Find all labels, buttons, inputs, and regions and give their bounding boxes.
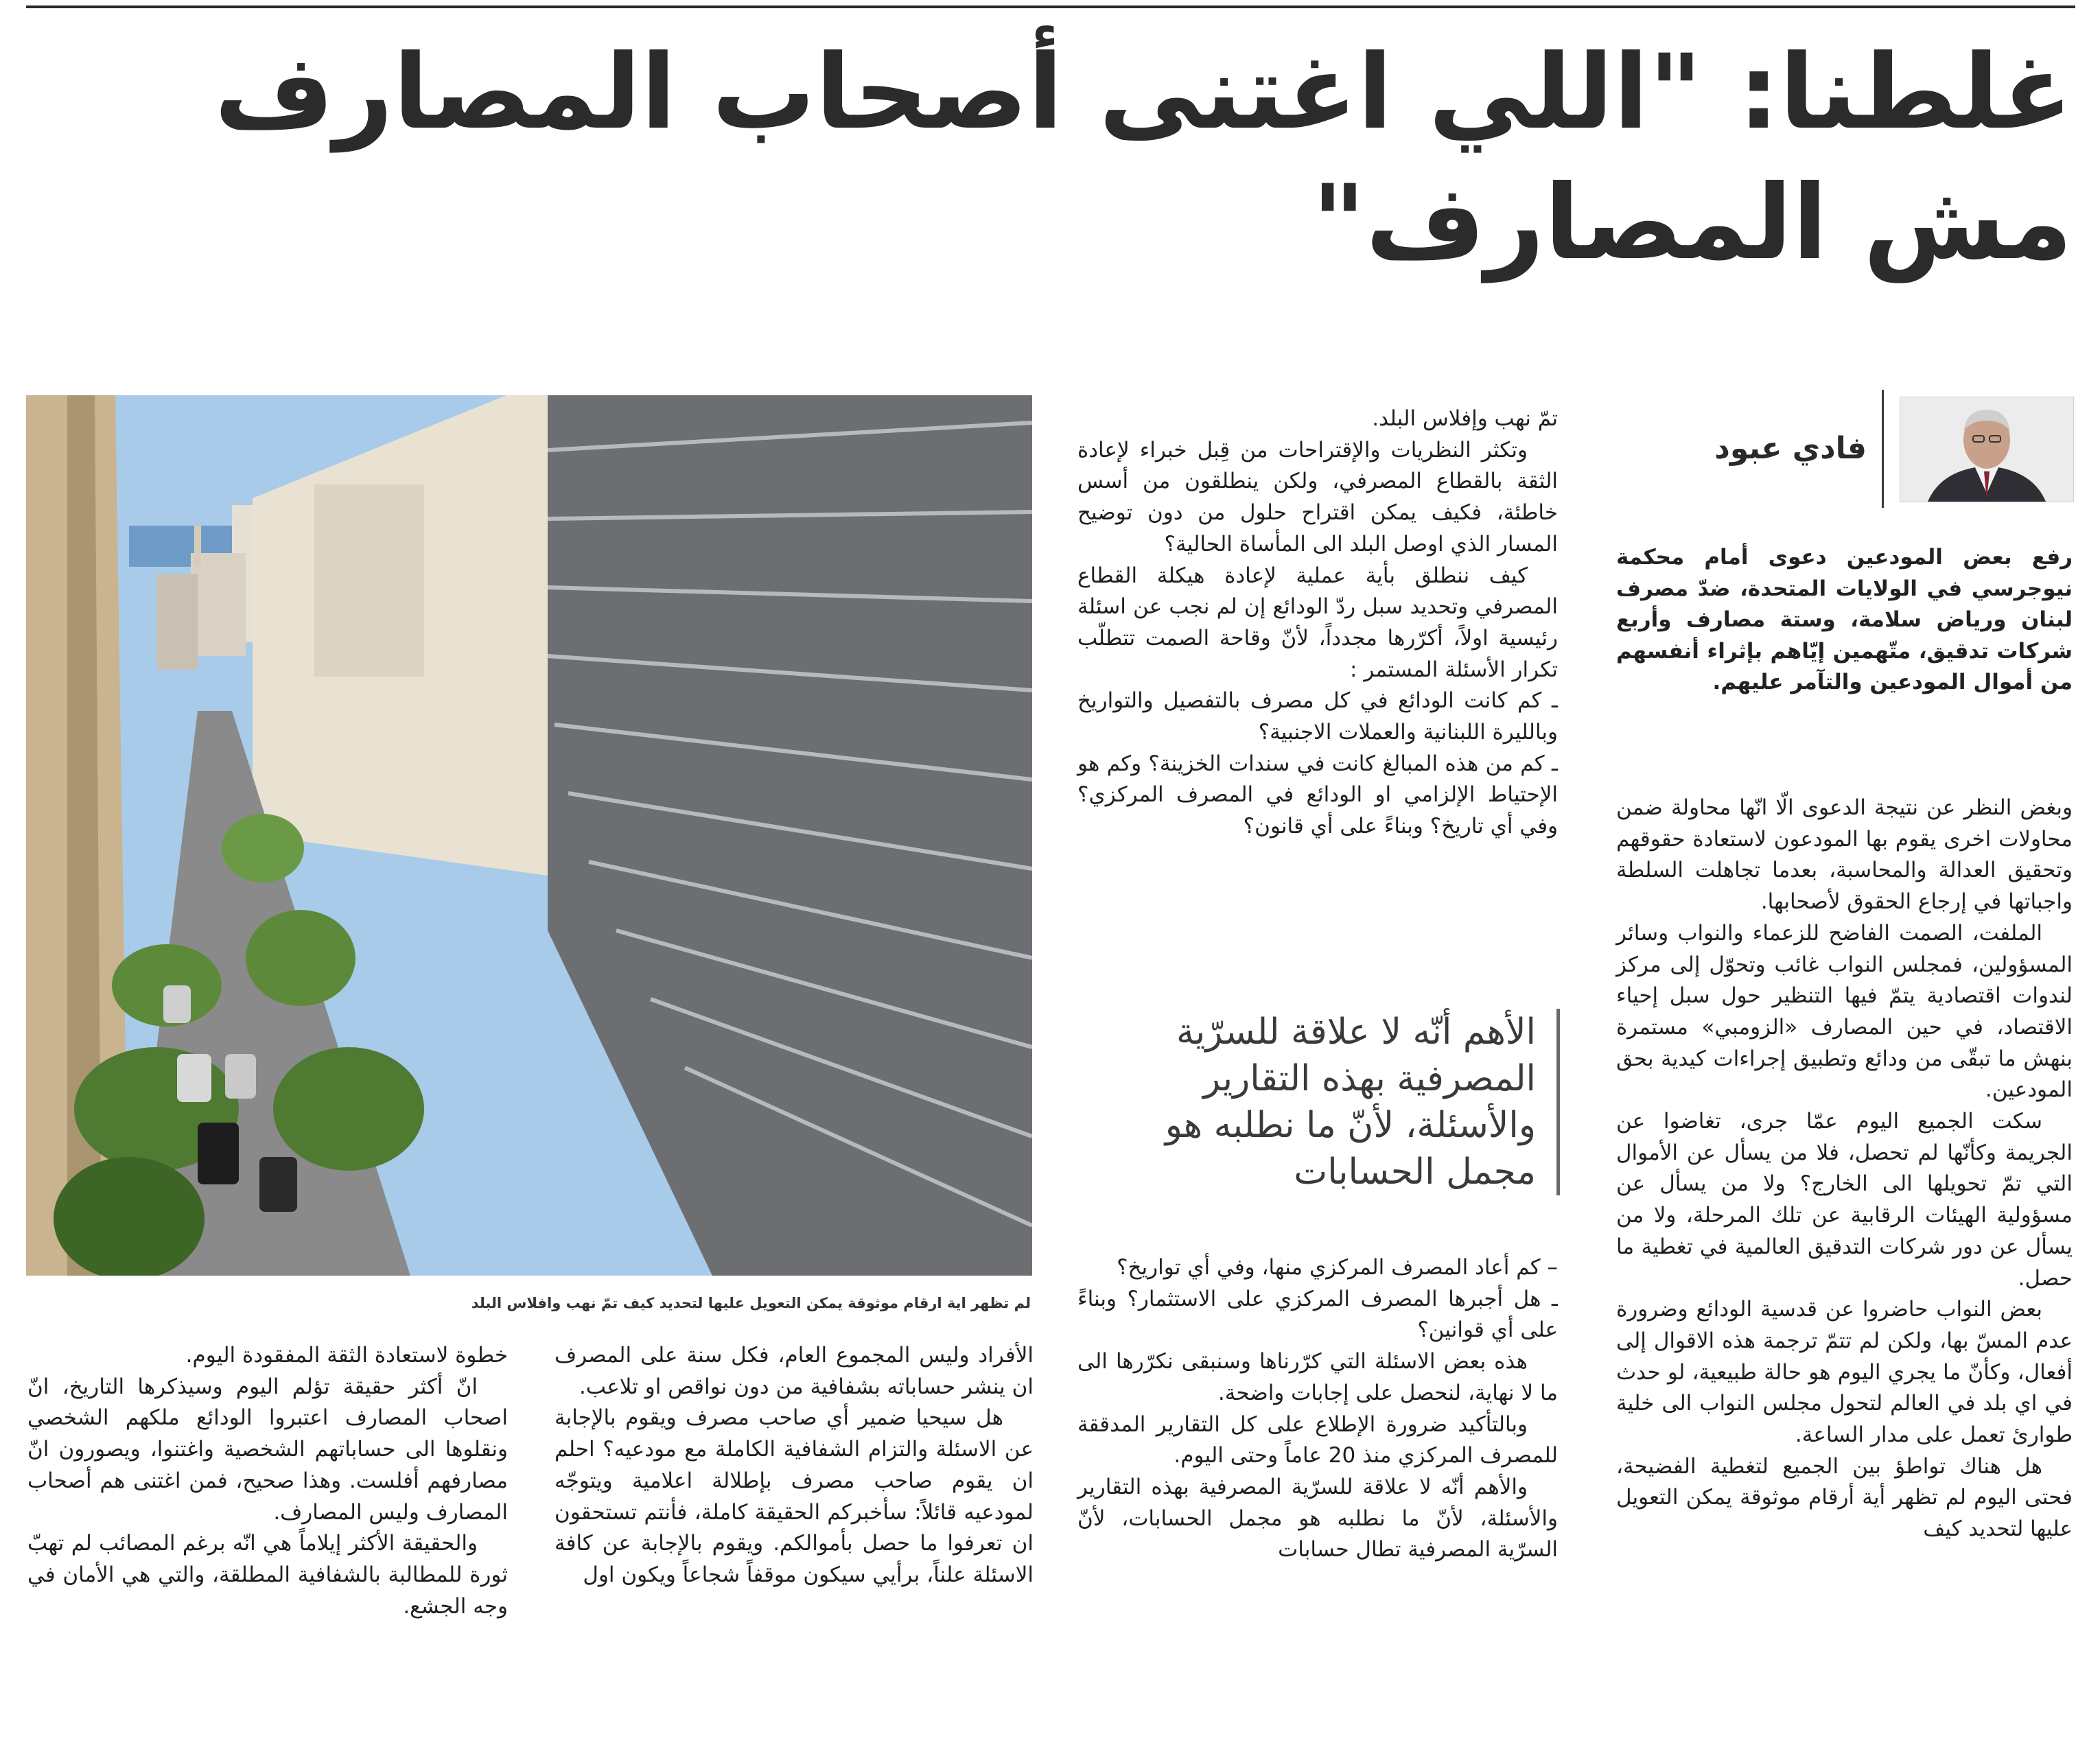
headline-line-2: مش المصارف"	[1311, 163, 2073, 283]
intro-paragraph: رفع بعض المودعين دعوى أمام محكمة نيوجرسي في الولايات المتحدة، ضدّ مصرف لبنان ورياض سلامة، وستة مصارف وأربع شركات تدقيق، متّهمين إيّاهم بإثراء أنفسهم من أموال المودعين والتآمر عليهم.	[1616, 545, 2073, 694]
column-2-top	[1077, 403, 1558, 843]
pull-quote-line-1: الأهم أنّه لا علاقة للسرّية	[1176, 1011, 1536, 1053]
pull-quote-line-3: والأسئلة، لأنّ ما نطلبه هو	[1165, 1105, 1536, 1146]
author-name: فادي عبود	[1714, 431, 1867, 466]
headline	[41, 27, 2073, 288]
col1-paragraph-5: هل هناك تواطؤ بين الجميع لتغطية الفضيحة، فحتى اليوم لم تظهر أية أرقام موثوقة يمكن التعويل عليها لتحديد كيف	[1616, 1453, 2073, 1542]
column-4	[27, 1340, 508, 1622]
pull-quote-line-2: المصرفية بهذه التقارير	[1202, 1058, 1536, 1099]
col3-paragraph-1: الأفراد وليس المجموع العام، فكل سنة على المصرف ان ينشر حساباته بشفافية من دون نواقص او تلاعب.	[555, 1343, 1034, 1399]
col1-paragraph-4: بعض النواب حاضروا عن قدسية الودائع وضرورة عدم المسّ بها، ولكن لم تتمّ ترجمة هذه الاقوال إلى أفعال، وكأنّ ما يجري اليوم هو حالة طبيعية، لو حدث في اي بلد في العالم لتحول مجلس النواب الى خلية طوارئ تعمل على مدار الساعة.	[1616, 1297, 2073, 1448]
col2-paragraph-1: تمّ نهب وإفلاس البلد.	[1372, 406, 1558, 431]
author-divider	[1882, 390, 1884, 508]
col2-question-2: ـ كم من هذه المبالغ كانت في سندات الخزينة؟ وكم هو الإحتياط الإلزامي او الودائع في المصرف المركزي؟ وفي أي تاريخ؟ وبناءً على أي قانون؟	[1077, 751, 1558, 839]
top-rule	[26, 5, 2075, 8]
street-photo-icon	[26, 395, 1032, 1276]
col2-question-1: ـ كم كانت الودائع في كل مصرف بالتفصيل والتواريخ وبالليرة اللبنانية والعملات الاجنبية؟	[1077, 688, 1558, 745]
col2-question-4: ـ هل أجبرها المصرف المركزي على الاستثمار؟ وبناءً على أي قوانين؟	[1077, 1286, 1558, 1343]
col2-paragraph-3: كيف ننطلق بأية عملية لإعادة هيكلة القطاع المصرفي وتحديد سبل ردّ الودائع إن لم نجب عن اسئلة رئيسية اولاً، أكرّرها مجدداً، لأنّ وقاحة الصمت تتطلّب تكرار الأسئلة المستمر :	[1077, 563, 1558, 682]
col4-paragraph-3: والحقيقة الأكثر إيلاماً هي انّه برغم المصائب لم تهبّ ثورة للمطالبة بالشفافية المطلقة، والتي هي الأمان في وجه الجشع.	[27, 1531, 508, 1619]
col1-paragraph-3: سكت الجميع اليوم عمّا جرى، تغاضوا عن الجريمة وكأنّها لم تحصل، فلا من يسأل عن الأموال التي تمّ تحويلها الى الخارج؟ ولا من يسأل عن مسؤولية الهيئات الرقابية عن تلك المرحلة، ولا من يسأل عن دور شركات التدقيق العالمية في تغطية ما حصل.	[1616, 1109, 2073, 1291]
col2-question-3: – كم أعاد المصرف المركزي منها، وفي أي تواريخ؟	[1117, 1255, 1558, 1280]
col4-paragraph-2: انّ أكثر حقيقة تؤلم اليوم وسيذكرها التاريخ، انّ اصحاب المصارف اعتبروا الودائع ملكهم الشخصي ونقلوها الى حساباتهم الشخصية واغتنوا، ويصورون انّ مصارفهم أفلست. وهذا صحيح، فمن اغتنى هم أصحاب المصارف وليس المصارف.	[27, 1374, 508, 1525]
column-2-bottom	[1077, 1252, 1558, 1566]
column-3	[555, 1340, 1034, 1591]
col2-paragraph-4: هذه بعض الاسئلة التي كرّرناها وسنبقى نكرّرها الى ما لا نهاية، لنحصل على إجابات واضحة.	[1077, 1349, 1558, 1405]
col2-paragraph-2: وتكثر النظريات والإقتراحات من قِبل خبراء لإعادة الثقة بالقطاع المصرفي، ولكن ينطلقون من أسس خاطئة، فكيف يمكن اقتراح حلول من دون توضيح المسار الذي اوصل البلد الى المأساة الحالية؟	[1077, 437, 1558, 557]
author-portrait-icon	[1900, 397, 2074, 502]
headline-line-1: غلطنا: "اللي اغتنى أصحاب المصارف	[214, 33, 2073, 152]
col4-paragraph-1: خطوة لاستعادة الثقة المفقودة اليوم.	[185, 1343, 508, 1368]
col1-paragraph-1: وبغض النظر عن نتيجة الدعوى الّا انّها محاولة ضمن محاولات اخرى يقوم بها المودعون لاستعادة حقوقهم وتحقيق العدالة والمحاسبة، بعدما تجاهلت السلطة واجباتها في إرجاع الحقوق لأصحابها.	[1616, 795, 2073, 915]
column-1	[1616, 793, 2073, 1545]
col2-paragraph-6: والأهم أنّه لا علاقة للسرّية المصرفية بهذه التقارير والأسئلة، لأنّ ما نطلبه هو مجمل الحسابات، لأنّ السرّية المصرفية تطال حسابات	[1077, 1474, 1558, 1562]
col2-paragraph-5: وبالتأكيد ضرورة الإطلاع على كل التقارير المدققة للمصرف المركزي منذ 20 عاماً وحتى اليوم.	[1077, 1412, 1558, 1468]
col1-paragraph-2: الملفت، الصمت الفاضح للزعماء والنواب وسائر المسؤولين، فمجلس النواب غائب وتحوّل إلى مركز لندوات اقتصادية يتمّ فيها التنظير حول سبل إحياء الاقتصاد، في حين المصارف «الزومبي» مستمرة بنهش ما تبقّى من ودائع وتطبيق إجراءات كيدية بحق المودعين.	[1616, 920, 2073, 1103]
col3-paragraph-2: هل سيحيا ضمير أي صاحب مصرف ويقوم بالإجابة عن الاسئلة والتزام الشفافية الكاملة مع مودعيه؟ احلم ان يقوم صاحب مصرف بإطلالة اعلامية ويتوجّه لمودعيه قائلاً: سأخبركم الحقيقة كاملة، فأنتم تستحقون ان تعرفوا ما حصل بأموالكم. ويقوم بالإجابة عن كافة الاسئلة علناً، برأيي سيكون موقفاً شجاعاً ويكون اول	[555, 1405, 1034, 1587]
pull-quote	[1097, 1009, 1560, 1195]
pull-quote-line-4: مجمل الحسابات	[1294, 1151, 1536, 1193]
photo-caption: لم تظهر اية ارقام موثوقة يمكن التعويل عليها لتحديد كيف تمّ نهب وافلاس البلد	[471, 1295, 1031, 1311]
